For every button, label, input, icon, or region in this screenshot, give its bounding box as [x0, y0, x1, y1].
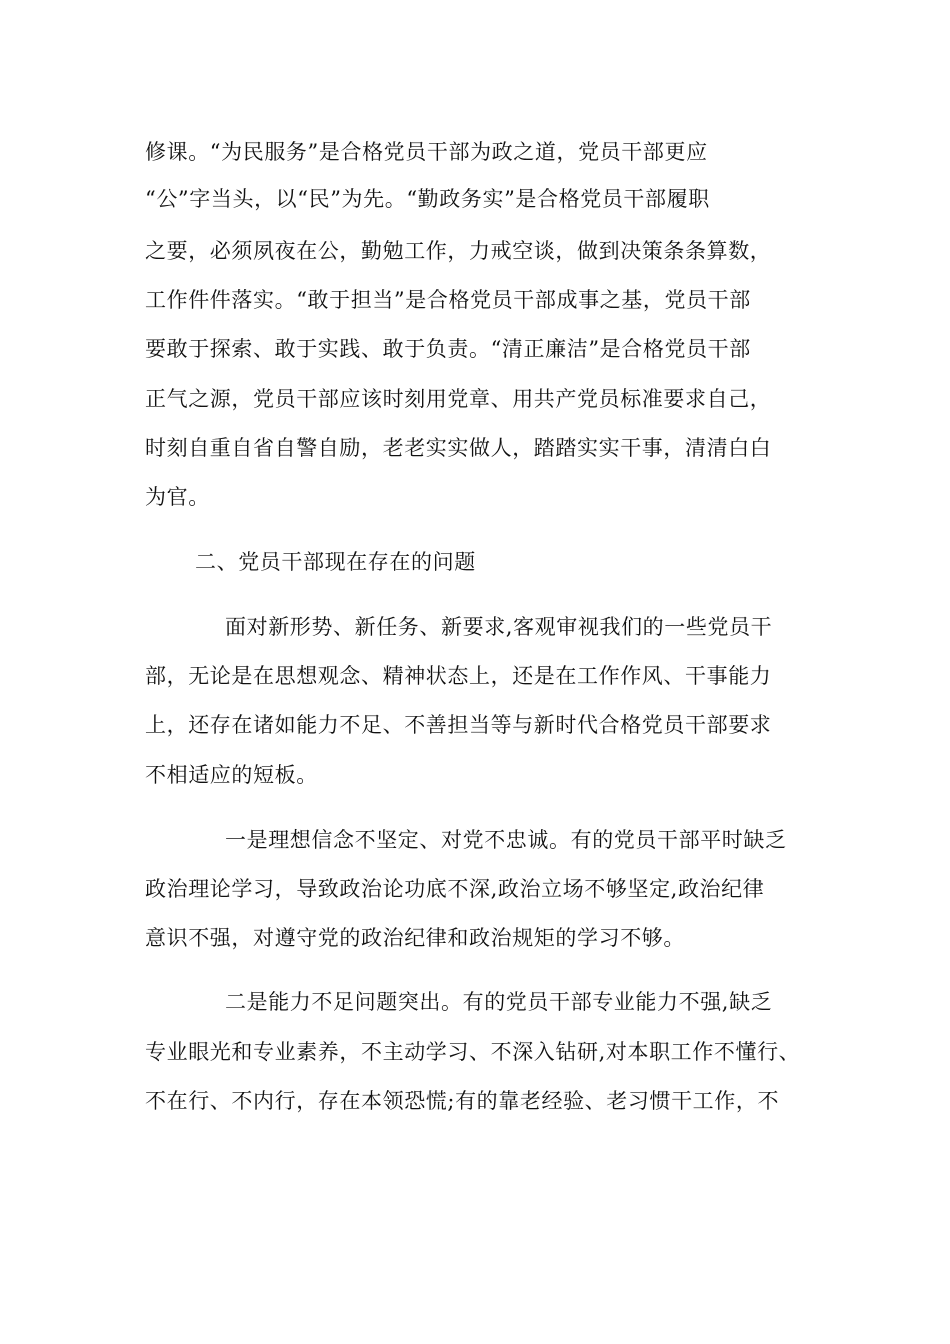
paragraph-2-line-4: 不相适应的短板。	[145, 763, 318, 787]
paragraph-1-line-8: 为官。	[145, 485, 210, 509]
paragraph-1-line-1: 修课。“为民服务”是合格党员干部为政之道，党员干部更应	[145, 140, 708, 164]
paragraph-1-line-5: 要敢于探索、敢于实践、敢于负责。“清正廉洁”是合格党员干部	[145, 337, 751, 361]
paragraph-4-line-3: 不在行、不内行，存在本领恐慌;有的靠老经验、老习惯干工作，不	[145, 1089, 780, 1113]
paragraph-4-line-2: 专业眼光和专业素养，不主动学习、不深入钻研,对本职工作不懂行、	[145, 1040, 801, 1064]
paragraph-1-line-4: 工作件件落实。“敢于担当”是合格党员干部成事之基，党员干部	[145, 288, 751, 312]
paragraph-3-line-1: 一是理想信念不坚定、对党不忠诚。有的党员干部平时缺乏	[225, 828, 787, 852]
paragraph-1-line-2: “公”字当头，以“民”为先。“勤政务实”是合格党员干部履职	[145, 187, 710, 211]
paragraph-1-line-6: 正气之源，党员干部应该时刻用党章、用共产党员标准要求自己，	[145, 387, 772, 411]
paragraph-2-line-1: 面对新形势、新任务、新要求,客观审视我们的一些党员干	[225, 615, 773, 639]
paragraph-3-line-2: 政治理论学习，导致政治论功底不深,政治立场不够坚定,政治纪律	[145, 877, 765, 901]
paragraph-4-line-1: 二是能力不足问题突出。有的党员干部专业能力不强,缺乏	[225, 990, 773, 1014]
paragraph-2-line-2: 部，无论是在思想观念、精神状态上，还是在工作作风、干事能力	[145, 664, 772, 688]
paragraph-1-line-7: 时刻自重自省自警自励，老老实实做人，踏踏实实干事，清清白白	[145, 436, 772, 460]
section-heading: 二、党员干部现在存在的问题	[195, 550, 476, 574]
paragraph-3-line-3: 意识不强，对遵守党的政治纪律和政治规矩的学习不够。	[145, 926, 685, 950]
paragraph-2-line-3: 上，还存在诸如能力不足、不善担当等与新时代合格党员干部要求	[145, 713, 772, 737]
paragraph-1-line-3: 之要，必须夙夜在公，勤勉工作，力戒空谈，做到决策条条算数，	[145, 239, 772, 263]
